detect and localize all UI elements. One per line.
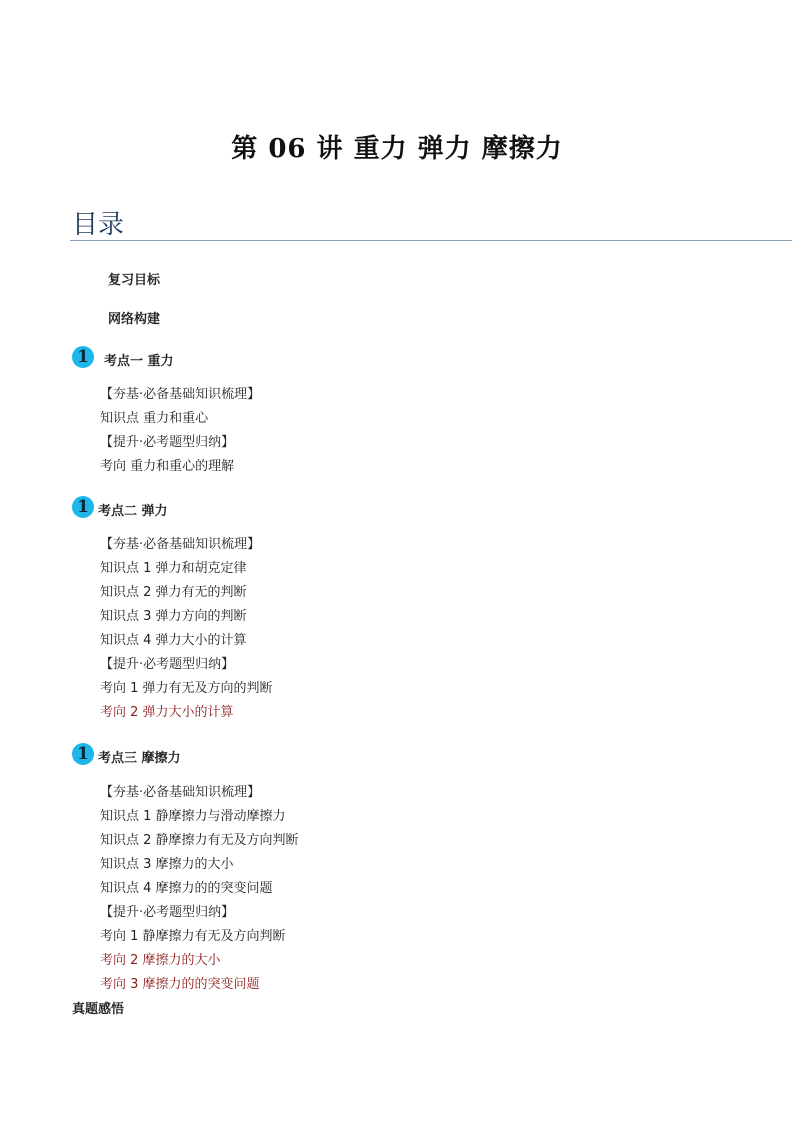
toc-subitem[interactable]: 考向 2 弹力大小的计算	[100, 705, 234, 720]
toc-section-gravity[interactable]: 考点一 重力	[104, 354, 174, 369]
toc-item-real-exam[interactable]: 真题感悟	[72, 1002, 125, 1017]
toc-section-elastic[interactable]: 考点二 弹力	[98, 504, 168, 519]
toc-subitem[interactable]: 知识点 2 静摩擦力有无及方向判断	[100, 833, 299, 848]
toc-divider	[70, 240, 792, 241]
toc-subitem[interactable]: 考向 3 摩擦力的的突变问题	[100, 977, 260, 992]
toc-subitem[interactable]: 知识点 2 弹力有无的判断	[100, 585, 247, 600]
toc-subitem[interactable]: 【提升·必考题型归纳】	[100, 905, 235, 920]
toc-item-review-goals[interactable]: 复习目标	[108, 273, 161, 288]
toc-item-network[interactable]: 网络构建	[108, 312, 161, 327]
toc-subitem[interactable]: 考向 2 摩擦力的大小	[100, 953, 221, 968]
document-title: 第 06 讲 重力 弹力 摩擦力	[231, 134, 563, 164]
toc-subitem[interactable]: 【夯基·必备基础知识梳理】	[100, 387, 261, 402]
toc-subitem[interactable]: 知识点 重力和重心	[100, 411, 209, 426]
toc-subitem[interactable]: 考向 重力和重心的理解	[100, 459, 235, 474]
toc-section-friction[interactable]: 考点三 摩擦力	[98, 751, 181, 766]
toc-subitem[interactable]: 知识点 1 静摩擦力与滑动摩擦力	[100, 809, 286, 824]
toc-subitem[interactable]: 【提升·必考题型归纳】	[100, 657, 235, 672]
section-number-icon: 1	[72, 496, 94, 518]
toc-subitem[interactable]: 知识点 3 弹力方向的判断	[100, 609, 247, 624]
toc-subitem[interactable]: 知识点 4 弹力大小的计算	[100, 633, 247, 648]
toc-subitem[interactable]: 知识点 1 弹力和胡克定律	[100, 561, 247, 576]
toc-subitem[interactable]: 知识点 4 摩擦力的的突变问题	[100, 881, 273, 896]
toc-heading: 目录	[72, 210, 125, 240]
toc-subitem[interactable]: 【夯基·必备基础知识梳理】	[100, 785, 261, 800]
toc-subitem[interactable]: 考向 1 弹力有无及方向的判断	[100, 681, 273, 696]
toc-subitem[interactable]: 考向 1 静摩擦力有无及方向判断	[100, 929, 286, 944]
toc-subitem[interactable]: 知识点 3 摩擦力的大小	[100, 857, 234, 872]
section-number-icon: 1	[72, 743, 94, 765]
toc-subitem[interactable]: 【提升·必考题型归纳】	[100, 435, 235, 450]
section-number-icon: 1	[72, 346, 94, 368]
toc-subitem[interactable]: 【夯基·必备基础知识梳理】	[100, 537, 261, 552]
